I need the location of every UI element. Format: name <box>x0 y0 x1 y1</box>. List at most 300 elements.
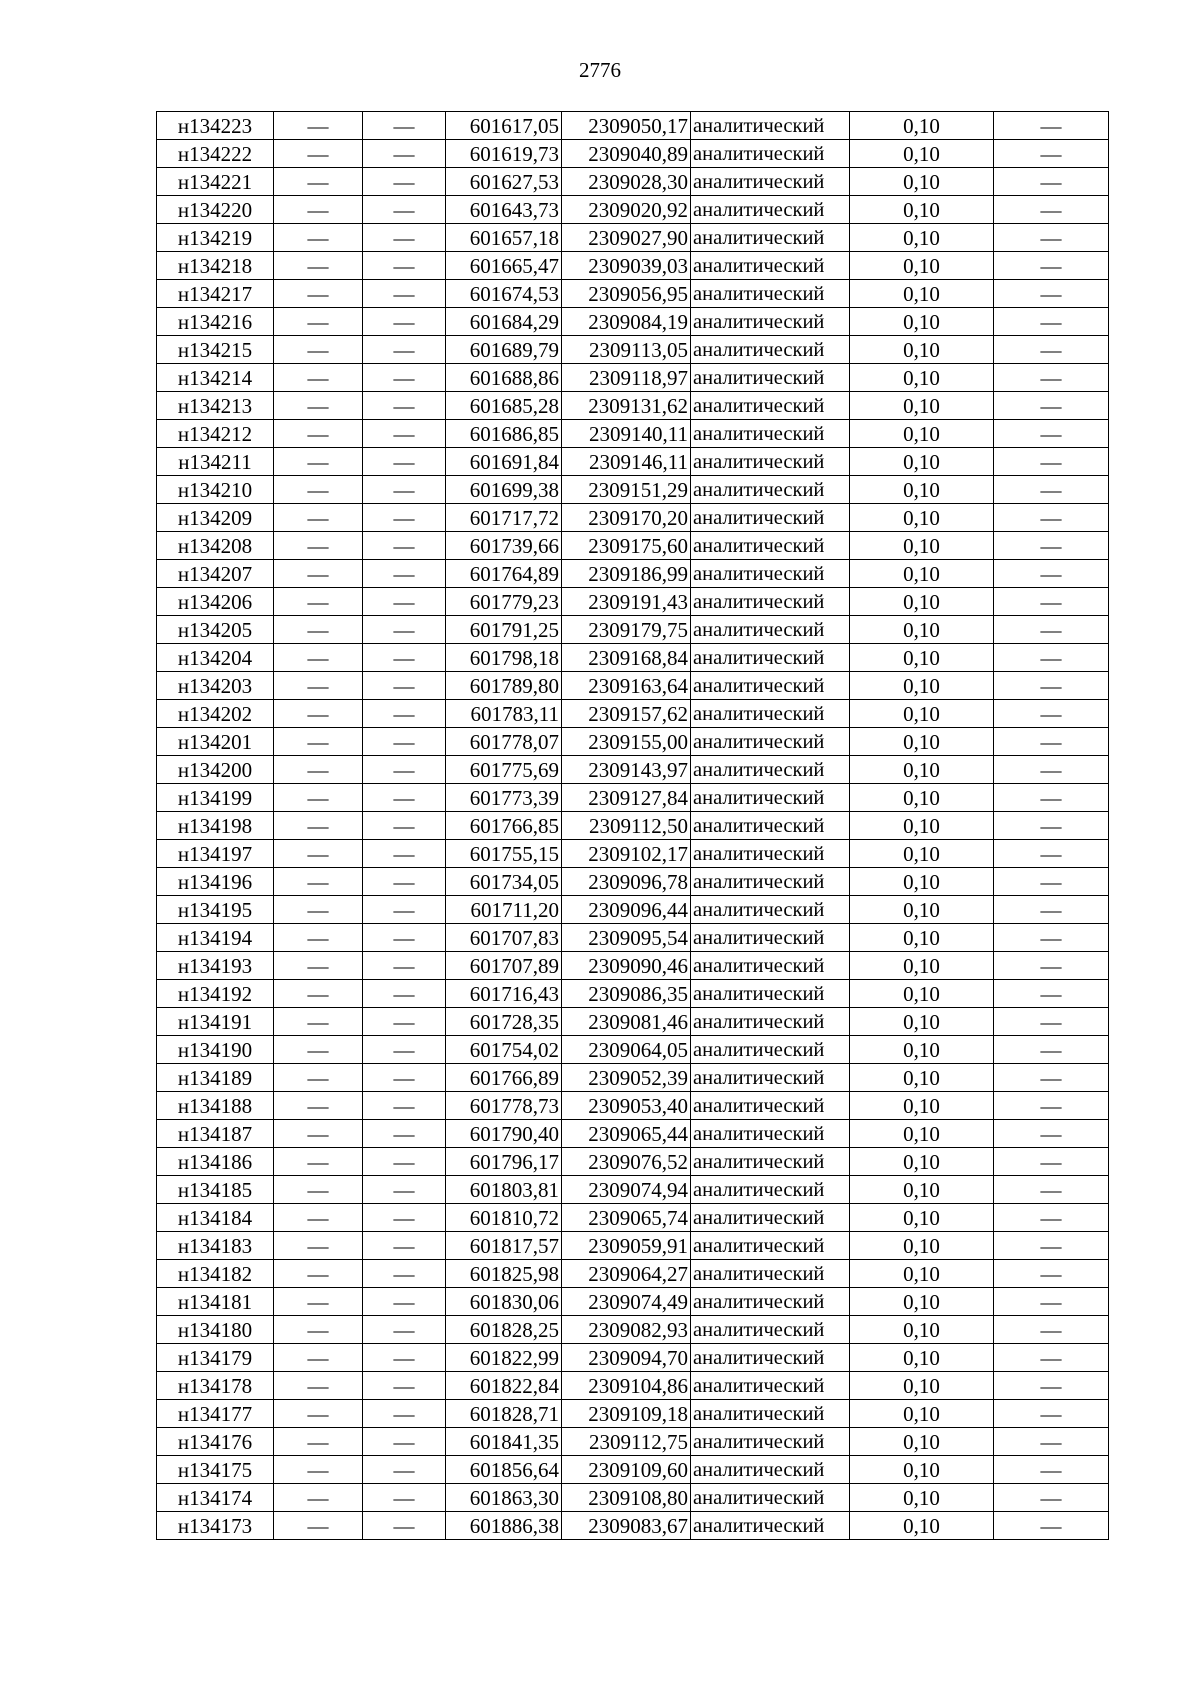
y-coordinate-cell: 2309053,40 <box>562 1092 691 1120</box>
empty-cell-col3: — <box>363 112 446 140</box>
table-row <box>157 1344 1109 1372</box>
empty-cell-col2: — <box>274 840 363 868</box>
point-id-cell: н134201 <box>157 728 274 756</box>
empty-cell-col2: — <box>274 280 363 308</box>
empty-cell-col8: — <box>994 868 1109 896</box>
method-cell: аналитический <box>691 812 850 840</box>
empty-cell-col8: — <box>994 504 1109 532</box>
empty-cell-col3: — <box>363 1484 446 1512</box>
y-coordinate-cell: 2309104,86 <box>562 1372 691 1400</box>
accuracy-cell: 0,10 <box>850 1400 994 1428</box>
empty-cell-col8: — <box>994 224 1109 252</box>
table-row <box>157 840 1109 868</box>
y-coordinate-cell: 2309095,54 <box>562 924 691 952</box>
point-id-cell: н134214 <box>157 364 274 392</box>
y-coordinate-cell: 2309082,93 <box>562 1316 691 1344</box>
point-id-cell: н134207 <box>157 560 274 588</box>
empty-cell-col3: — <box>363 616 446 644</box>
x-coordinate-cell: 601716,43 <box>446 980 562 1008</box>
x-coordinate-cell: 601717,72 <box>446 504 562 532</box>
point-id-cell: н134189 <box>157 1064 274 1092</box>
y-coordinate-cell: 2309191,43 <box>562 588 691 616</box>
y-coordinate-cell: 2309059,91 <box>562 1232 691 1260</box>
table-row <box>157 1092 1109 1120</box>
empty-cell-col8: — <box>994 364 1109 392</box>
x-coordinate-cell: 601828,71 <box>446 1400 562 1428</box>
table-row <box>157 1260 1109 1288</box>
table-row <box>157 616 1109 644</box>
x-coordinate-cell: 601691,84 <box>446 448 562 476</box>
table-row <box>157 560 1109 588</box>
x-coordinate-cell: 601728,35 <box>446 1008 562 1036</box>
table-row <box>157 1176 1109 1204</box>
empty-cell-col3: — <box>363 224 446 252</box>
point-id-cell: н134211 <box>157 448 274 476</box>
table-row <box>157 1316 1109 1344</box>
empty-cell-col2: — <box>274 728 363 756</box>
empty-cell-col2: — <box>274 196 363 224</box>
point-id-cell: н134179 <box>157 1344 274 1372</box>
point-id-cell: н134197 <box>157 840 274 868</box>
accuracy-cell: 0,10 <box>850 1316 994 1344</box>
table-row <box>157 476 1109 504</box>
y-coordinate-cell: 2309056,95 <box>562 280 691 308</box>
empty-cell-col3: — <box>363 952 446 980</box>
table-row <box>157 1512 1109 1540</box>
point-id-cell: н134217 <box>157 280 274 308</box>
x-coordinate-cell: 601828,25 <box>446 1316 562 1344</box>
accuracy-cell: 0,10 <box>850 392 994 420</box>
x-coordinate-cell: 601699,38 <box>446 476 562 504</box>
empty-cell-col2: — <box>274 784 363 812</box>
empty-cell-col2: — <box>274 1204 363 1232</box>
table-row <box>157 672 1109 700</box>
point-id-cell: н134199 <box>157 784 274 812</box>
y-coordinate-cell: 2309064,27 <box>562 1260 691 1288</box>
table-row <box>157 1008 1109 1036</box>
empty-cell-col3: — <box>363 1288 446 1316</box>
point-id-cell: н134218 <box>157 252 274 280</box>
empty-cell-col3: — <box>363 168 446 196</box>
x-coordinate-cell: 601674,53 <box>446 280 562 308</box>
empty-cell-col3: — <box>363 728 446 756</box>
table-row <box>157 896 1109 924</box>
accuracy-cell: 0,10 <box>850 196 994 224</box>
empty-cell-col8: — <box>994 672 1109 700</box>
empty-cell-col3: — <box>363 1008 446 1036</box>
accuracy-cell: 0,10 <box>850 308 994 336</box>
empty-cell-col2: — <box>274 868 363 896</box>
empty-cell-col3: — <box>363 1372 446 1400</box>
method-cell: аналитический <box>691 1120 850 1148</box>
empty-cell-col3: — <box>363 336 446 364</box>
empty-cell-col3: — <box>363 1064 446 1092</box>
empty-cell-col8: — <box>994 924 1109 952</box>
empty-cell-col8: — <box>994 420 1109 448</box>
empty-cell-col8: — <box>994 896 1109 924</box>
empty-cell-col8: — <box>994 280 1109 308</box>
point-id-cell: н134203 <box>157 672 274 700</box>
empty-cell-col8: — <box>994 140 1109 168</box>
table-row <box>157 1148 1109 1176</box>
point-id-cell: н134193 <box>157 952 274 980</box>
point-id-cell: н134191 <box>157 1008 274 1036</box>
y-coordinate-cell: 2309163,64 <box>562 672 691 700</box>
empty-cell-col3: — <box>363 448 446 476</box>
y-coordinate-cell: 2309039,03 <box>562 252 691 280</box>
accuracy-cell: 0,10 <box>850 532 994 560</box>
point-id-cell: н134210 <box>157 476 274 504</box>
y-coordinate-cell: 2309083,67 <box>562 1512 691 1540</box>
accuracy-cell: 0,10 <box>850 1484 994 1512</box>
method-cell: аналитический <box>691 1232 850 1260</box>
x-coordinate-cell: 601766,89 <box>446 1064 562 1092</box>
empty-cell-col2: — <box>274 1316 363 1344</box>
empty-cell-col3: — <box>363 812 446 840</box>
y-coordinate-cell: 2309027,90 <box>562 224 691 252</box>
point-id-cell: н134183 <box>157 1232 274 1260</box>
empty-cell-col3: — <box>363 896 446 924</box>
y-coordinate-cell: 2309065,44 <box>562 1120 691 1148</box>
empty-cell-col3: — <box>363 1092 446 1120</box>
empty-cell-col2: — <box>274 672 363 700</box>
table-row <box>157 644 1109 672</box>
empty-cell-col3: — <box>363 1260 446 1288</box>
table-row <box>157 308 1109 336</box>
empty-cell-col8: — <box>994 560 1109 588</box>
empty-cell-col8: — <box>994 980 1109 1008</box>
table-row <box>157 448 1109 476</box>
empty-cell-col8: — <box>994 1344 1109 1372</box>
empty-cell-col2: — <box>274 504 363 532</box>
accuracy-cell: 0,10 <box>850 140 994 168</box>
accuracy-cell: 0,10 <box>850 1288 994 1316</box>
method-cell: аналитический <box>691 644 850 672</box>
empty-cell-col2: — <box>274 1232 363 1260</box>
empty-cell-col3: — <box>363 1400 446 1428</box>
accuracy-cell: 0,10 <box>850 868 994 896</box>
method-cell: аналитический <box>691 196 850 224</box>
method-cell: аналитический <box>691 1036 850 1064</box>
accuracy-cell: 0,10 <box>850 1148 994 1176</box>
empty-cell-col8: — <box>994 1176 1109 1204</box>
empty-cell-col3: — <box>363 140 446 168</box>
accuracy-cell: 0,10 <box>850 896 994 924</box>
x-coordinate-cell: 601688,86 <box>446 364 562 392</box>
y-coordinate-cell: 2309096,78 <box>562 868 691 896</box>
method-cell: аналитический <box>691 784 850 812</box>
point-id-cell: н134221 <box>157 168 274 196</box>
y-coordinate-cell: 2309157,62 <box>562 700 691 728</box>
empty-cell-col2: — <box>274 392 363 420</box>
empty-cell-col2: — <box>274 1148 363 1176</box>
empty-cell-col8: — <box>994 1512 1109 1540</box>
x-coordinate-cell: 601778,07 <box>446 728 562 756</box>
empty-cell-col8: — <box>994 812 1109 840</box>
point-id-cell: н134222 <box>157 140 274 168</box>
empty-cell-col2: — <box>274 1260 363 1288</box>
accuracy-cell: 0,10 <box>850 1344 994 1372</box>
y-coordinate-cell: 2309102,17 <box>562 840 691 868</box>
empty-cell-col3: — <box>363 1456 446 1484</box>
y-coordinate-cell: 2309175,60 <box>562 532 691 560</box>
method-cell: аналитический <box>691 168 850 196</box>
accuracy-cell: 0,10 <box>850 1008 994 1036</box>
accuracy-cell: 0,10 <box>850 448 994 476</box>
empty-cell-col3: — <box>363 196 446 224</box>
point-id-cell: н134204 <box>157 644 274 672</box>
method-cell: аналитический <box>691 1092 850 1120</box>
method-cell: аналитический <box>691 896 850 924</box>
empty-cell-col3: — <box>363 532 446 560</box>
empty-cell-col8: — <box>994 336 1109 364</box>
accuracy-cell: 0,10 <box>850 280 994 308</box>
accuracy-cell: 0,10 <box>850 1092 994 1120</box>
method-cell: аналитический <box>691 672 850 700</box>
x-coordinate-cell: 601830,06 <box>446 1288 562 1316</box>
empty-cell-col2: — <box>274 1344 363 1372</box>
empty-cell-col2: — <box>274 1484 363 1512</box>
method-cell: аналитический <box>691 1428 850 1456</box>
empty-cell-col3: — <box>363 364 446 392</box>
point-id-cell: н134184 <box>157 1204 274 1232</box>
empty-cell-col8: — <box>994 532 1109 560</box>
empty-cell-col2: — <box>274 1428 363 1456</box>
empty-cell-col2: — <box>274 644 363 672</box>
y-coordinate-cell: 2309112,50 <box>562 812 691 840</box>
table-row <box>157 1372 1109 1400</box>
x-coordinate-cell: 601707,83 <box>446 924 562 952</box>
x-coordinate-cell: 601686,85 <box>446 420 562 448</box>
empty-cell-col8: — <box>994 448 1109 476</box>
empty-cell-col2: — <box>274 980 363 1008</box>
empty-cell-col3: — <box>363 756 446 784</box>
y-coordinate-cell: 2309086,35 <box>562 980 691 1008</box>
y-coordinate-cell: 2309090,46 <box>562 952 691 980</box>
empty-cell-col3: — <box>363 1512 446 1540</box>
empty-cell-col2: — <box>274 924 363 952</box>
method-cell: аналитический <box>691 224 850 252</box>
table-row <box>157 784 1109 812</box>
empty-cell-col2: — <box>274 420 363 448</box>
x-coordinate-cell: 601783,11 <box>446 700 562 728</box>
empty-cell-col3: — <box>363 504 446 532</box>
empty-cell-col3: — <box>363 252 446 280</box>
table-row <box>157 336 1109 364</box>
method-cell: аналитический <box>691 980 850 1008</box>
x-coordinate-cell: 601773,39 <box>446 784 562 812</box>
empty-cell-col3: — <box>363 1120 446 1148</box>
empty-cell-col2: — <box>274 448 363 476</box>
empty-cell-col2: — <box>274 1512 363 1540</box>
point-id-cell: н134178 <box>157 1372 274 1400</box>
y-coordinate-cell: 2309146,11 <box>562 448 691 476</box>
table-row <box>157 392 1109 420</box>
table-row <box>157 1456 1109 1484</box>
empty-cell-col8: — <box>994 1288 1109 1316</box>
table-row <box>157 1232 1109 1260</box>
y-coordinate-cell: 2309076,52 <box>562 1148 691 1176</box>
table-row <box>157 980 1109 1008</box>
point-id-cell: н134173 <box>157 1512 274 1540</box>
empty-cell-col3: — <box>363 476 446 504</box>
y-coordinate-cell: 2309065,74 <box>562 1204 691 1232</box>
table-row <box>157 1204 1109 1232</box>
point-id-cell: н134186 <box>157 1148 274 1176</box>
method-cell: аналитический <box>691 252 850 280</box>
table-row <box>157 1120 1109 1148</box>
empty-cell-col2: — <box>274 1036 363 1064</box>
point-id-cell: н134194 <box>157 924 274 952</box>
x-coordinate-cell: 601766,85 <box>446 812 562 840</box>
x-coordinate-cell: 601643,73 <box>446 196 562 224</box>
method-cell: аналитический <box>691 364 850 392</box>
x-coordinate-cell: 601790,40 <box>446 1120 562 1148</box>
point-id-cell: н134223 <box>157 112 274 140</box>
point-id-cell: н134208 <box>157 532 274 560</box>
point-id-cell: н134181 <box>157 1288 274 1316</box>
y-coordinate-cell: 2309109,60 <box>562 1456 691 1484</box>
y-coordinate-cell: 2309084,19 <box>562 308 691 336</box>
x-coordinate-cell: 601627,53 <box>446 168 562 196</box>
empty-cell-col3: — <box>363 1036 446 1064</box>
table-row <box>157 168 1109 196</box>
accuracy-cell: 0,10 <box>850 980 994 1008</box>
x-coordinate-cell: 601619,73 <box>446 140 562 168</box>
empty-cell-col8: — <box>994 1400 1109 1428</box>
y-coordinate-cell: 2309050,17 <box>562 112 691 140</box>
empty-cell-col3: — <box>363 1232 446 1260</box>
empty-cell-col3: — <box>363 924 446 952</box>
x-coordinate-cell: 601789,80 <box>446 672 562 700</box>
table-row <box>157 1428 1109 1456</box>
empty-cell-col8: — <box>994 616 1109 644</box>
x-coordinate-cell: 601707,89 <box>446 952 562 980</box>
x-coordinate-cell: 601754,02 <box>446 1036 562 1064</box>
accuracy-cell: 0,10 <box>850 560 994 588</box>
method-cell: аналитический <box>691 392 850 420</box>
accuracy-cell: 0,10 <box>850 840 994 868</box>
y-coordinate-cell: 2309094,70 <box>562 1344 691 1372</box>
table-row <box>157 868 1109 896</box>
empty-cell-col8: — <box>994 644 1109 672</box>
empty-cell-col8: — <box>994 756 1109 784</box>
point-id-cell: н134206 <box>157 588 274 616</box>
table-row <box>157 1484 1109 1512</box>
y-coordinate-cell: 2309168,84 <box>562 644 691 672</box>
empty-cell-col8: — <box>994 1120 1109 1148</box>
method-cell: аналитический <box>691 1176 850 1204</box>
x-coordinate-cell: 601810,72 <box>446 1204 562 1232</box>
table-row <box>157 1400 1109 1428</box>
point-id-cell: н134180 <box>157 1316 274 1344</box>
empty-cell-col8: — <box>994 1232 1109 1260</box>
empty-cell-col8: — <box>994 1428 1109 1456</box>
x-coordinate-cell: 601685,28 <box>446 392 562 420</box>
x-coordinate-cell: 601711,20 <box>446 896 562 924</box>
empty-cell-col2: — <box>274 952 363 980</box>
empty-cell-col8: — <box>994 1064 1109 1092</box>
empty-cell-col8: — <box>994 476 1109 504</box>
point-id-cell: н134195 <box>157 896 274 924</box>
table-row <box>157 504 1109 532</box>
x-coordinate-cell: 601778,73 <box>446 1092 562 1120</box>
x-coordinate-cell: 601734,05 <box>446 868 562 896</box>
table-row <box>157 196 1109 224</box>
empty-cell-col2: — <box>274 224 363 252</box>
x-coordinate-cell: 601684,29 <box>446 308 562 336</box>
x-coordinate-cell: 601775,69 <box>446 756 562 784</box>
empty-cell-col3: — <box>363 644 446 672</box>
y-coordinate-cell: 2309081,46 <box>562 1008 691 1036</box>
empty-cell-col2: — <box>274 616 363 644</box>
empty-cell-col2: — <box>274 252 363 280</box>
empty-cell-col8: — <box>994 784 1109 812</box>
method-cell: аналитический <box>691 504 850 532</box>
empty-cell-col8: — <box>994 1008 1109 1036</box>
empty-cell-col8: — <box>994 588 1109 616</box>
empty-cell-col2: — <box>274 112 363 140</box>
point-id-cell: н134220 <box>157 196 274 224</box>
empty-cell-col8: — <box>994 728 1109 756</box>
point-id-cell: н134176 <box>157 1428 274 1456</box>
empty-cell-col3: — <box>363 840 446 868</box>
accuracy-cell: 0,10 <box>850 1428 994 1456</box>
accuracy-cell: 0,10 <box>850 1372 994 1400</box>
y-coordinate-cell: 2309074,49 <box>562 1288 691 1316</box>
accuracy-cell: 0,10 <box>850 1036 994 1064</box>
y-coordinate-cell: 2309143,97 <box>562 756 691 784</box>
empty-cell-col8: — <box>994 1148 1109 1176</box>
empty-cell-col8: — <box>994 252 1109 280</box>
accuracy-cell: 0,10 <box>850 224 994 252</box>
table-row <box>157 1064 1109 1092</box>
method-cell: аналитический <box>691 1148 850 1176</box>
table-row <box>157 532 1109 560</box>
table-row <box>157 364 1109 392</box>
x-coordinate-cell: 601764,89 <box>446 560 562 588</box>
point-id-cell: н134187 <box>157 1120 274 1148</box>
empty-cell-col2: — <box>274 336 363 364</box>
point-id-cell: н134213 <box>157 392 274 420</box>
empty-cell-col2: — <box>274 700 363 728</box>
point-id-cell: н134192 <box>157 980 274 1008</box>
x-coordinate-cell: 601665,47 <box>446 252 562 280</box>
accuracy-cell: 0,10 <box>850 1232 994 1260</box>
accuracy-cell: 0,10 <box>850 336 994 364</box>
empty-cell-col3: — <box>363 1148 446 1176</box>
empty-cell-col3: — <box>363 1344 446 1372</box>
point-id-cell: н134190 <box>157 1036 274 1064</box>
y-coordinate-cell: 2309096,44 <box>562 896 691 924</box>
y-coordinate-cell: 2309151,29 <box>562 476 691 504</box>
table-row <box>157 252 1109 280</box>
accuracy-cell: 0,10 <box>850 588 994 616</box>
y-coordinate-cell: 2309064,05 <box>562 1036 691 1064</box>
accuracy-cell: 0,10 <box>850 1064 994 1092</box>
y-coordinate-cell: 2309113,05 <box>562 336 691 364</box>
point-id-cell: н134202 <box>157 700 274 728</box>
empty-cell-col2: — <box>274 140 363 168</box>
empty-cell-col8: — <box>994 952 1109 980</box>
empty-cell-col8: — <box>994 308 1109 336</box>
empty-cell-col8: — <box>994 1316 1109 1344</box>
table-body <box>157 112 1109 1540</box>
table-row <box>157 280 1109 308</box>
empty-cell-col8: — <box>994 392 1109 420</box>
x-coordinate-cell: 601822,99 <box>446 1344 562 1372</box>
empty-cell-col8: — <box>994 1260 1109 1288</box>
